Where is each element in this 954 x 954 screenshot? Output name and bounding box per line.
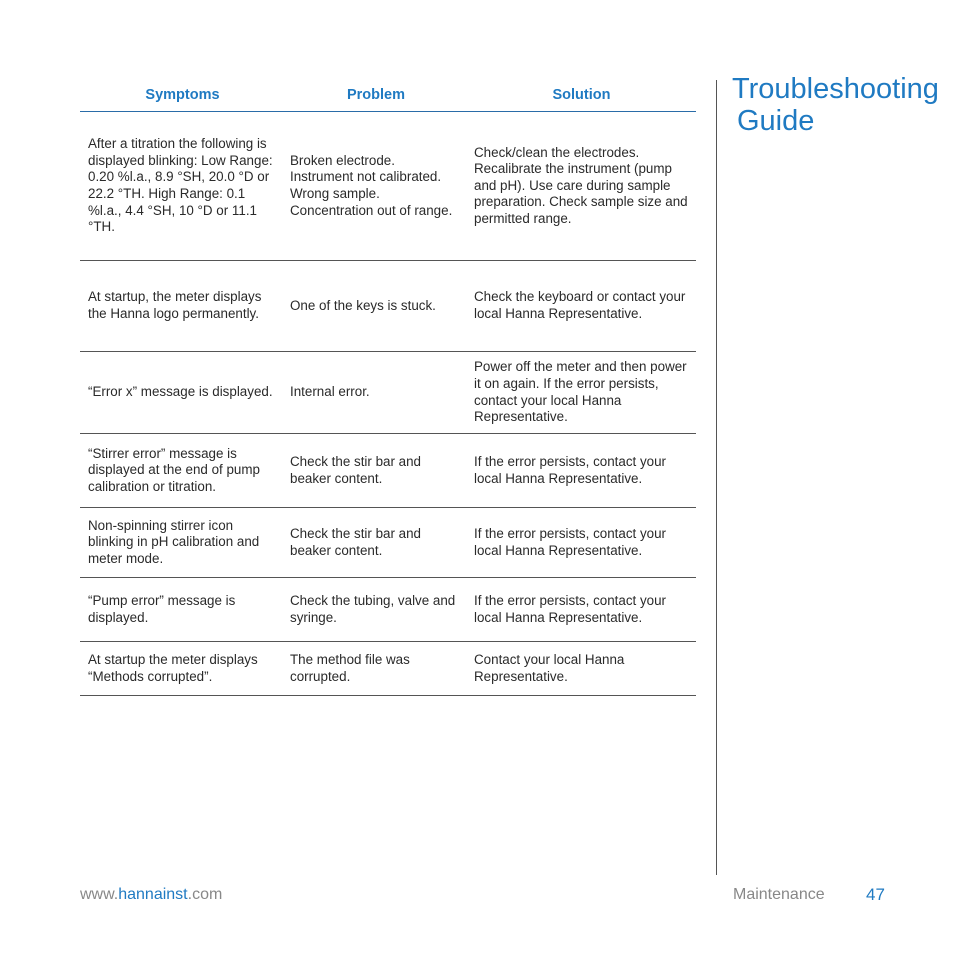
problem-cell: Check the stir bar and beaker content. — [285, 508, 467, 578]
symptom-cell: At startup, the meter displays the Hanna logo permanently. — [80, 261, 285, 352]
problem-cell: Check the tubing, valve and syringe. — [285, 578, 467, 642]
table-row — [80, 642, 696, 696]
symptom-cell: “Pump error” message is displayed. — [80, 578, 285, 642]
solution-cell: If the error persists, contact your local Hanna Representative. — [467, 434, 696, 508]
footer-url-brand: hannainst — [118, 886, 188, 903]
table-row — [80, 352, 696, 434]
page-title — [732, 73, 939, 137]
footer-url-suffix: .com — [187, 886, 223, 903]
symptom-cell: Non-spinning stirrer icon blinking in pH calibration and meter mode. — [80, 508, 285, 578]
footer-url-prefix: www. — [80, 886, 119, 903]
symptom-cell: “Stirrer error” message is displayed at the end of pump calibration or titration. — [80, 434, 285, 508]
footer-website-link[interactable] — [80, 886, 222, 904]
table-row — [80, 261, 696, 352]
page-title-line1: Troubleshooting — [732, 73, 939, 105]
solution-cell: Check/clean the electrodes. Recalibrate the instrument (pump and pH). Use care during sample preparation. Check sample size and permitted range. — [467, 112, 696, 261]
section-divider-line — [716, 80, 717, 875]
solution-cell: If the error persists, contact your local Hanna Representative. — [467, 578, 696, 642]
solution-cell: Check the keyboard or contact your local Hanna Representative. — [467, 261, 696, 352]
problem-cell: Check the stir bar and beaker content. — [285, 434, 467, 508]
troubleshooting-table — [80, 78, 696, 696]
symptom-cell: “Error x” message is displayed. — [80, 352, 285, 434]
symptom-cell: After a titration the following is displayed blinking: Low Range: 0.20 %l.a., 8.9 °SH, 20.0 °D or 22.2 °TH. High Range: 0.1 %l.a., 4.4 °SH, 10 °D or 11.1 °TH. — [80, 112, 285, 261]
troubleshooting-table-container — [80, 78, 696, 696]
page-title-line2: Guide — [737, 105, 815, 137]
problem-cell: Internal error. — [285, 352, 467, 434]
column-header-symptoms: Symptoms — [80, 78, 285, 112]
table-row — [80, 112, 696, 261]
problem-cell: Broken electrode. Instrument not calibrated. Wrong sample. Concentration out of range. — [285, 112, 467, 261]
table-row — [80, 578, 696, 642]
table-header-row — [80, 78, 696, 112]
footer-section-name: Maintenance — [733, 886, 825, 903]
problem-cell: One of the keys is stuck. — [285, 261, 467, 352]
column-header-problem: Problem — [285, 78, 467, 112]
problem-cell: The method file was corrupted. — [285, 642, 467, 696]
symptom-cell: At startup the meter displays “Methods corrupted”. — [80, 642, 285, 696]
table-row — [80, 434, 696, 508]
table-row — [80, 508, 696, 578]
footer-page-number: 47 — [866, 885, 885, 904]
solution-cell: Power off the meter and then power it on again. If the error persists, contact your local Hanna Representative. — [467, 352, 696, 434]
solution-cell: Contact your local Hanna Representative. — [467, 642, 696, 696]
solution-cell: If the error persists, contact your local Hanna Representative. — [467, 508, 696, 578]
column-header-solution: Solution — [467, 78, 696, 112]
